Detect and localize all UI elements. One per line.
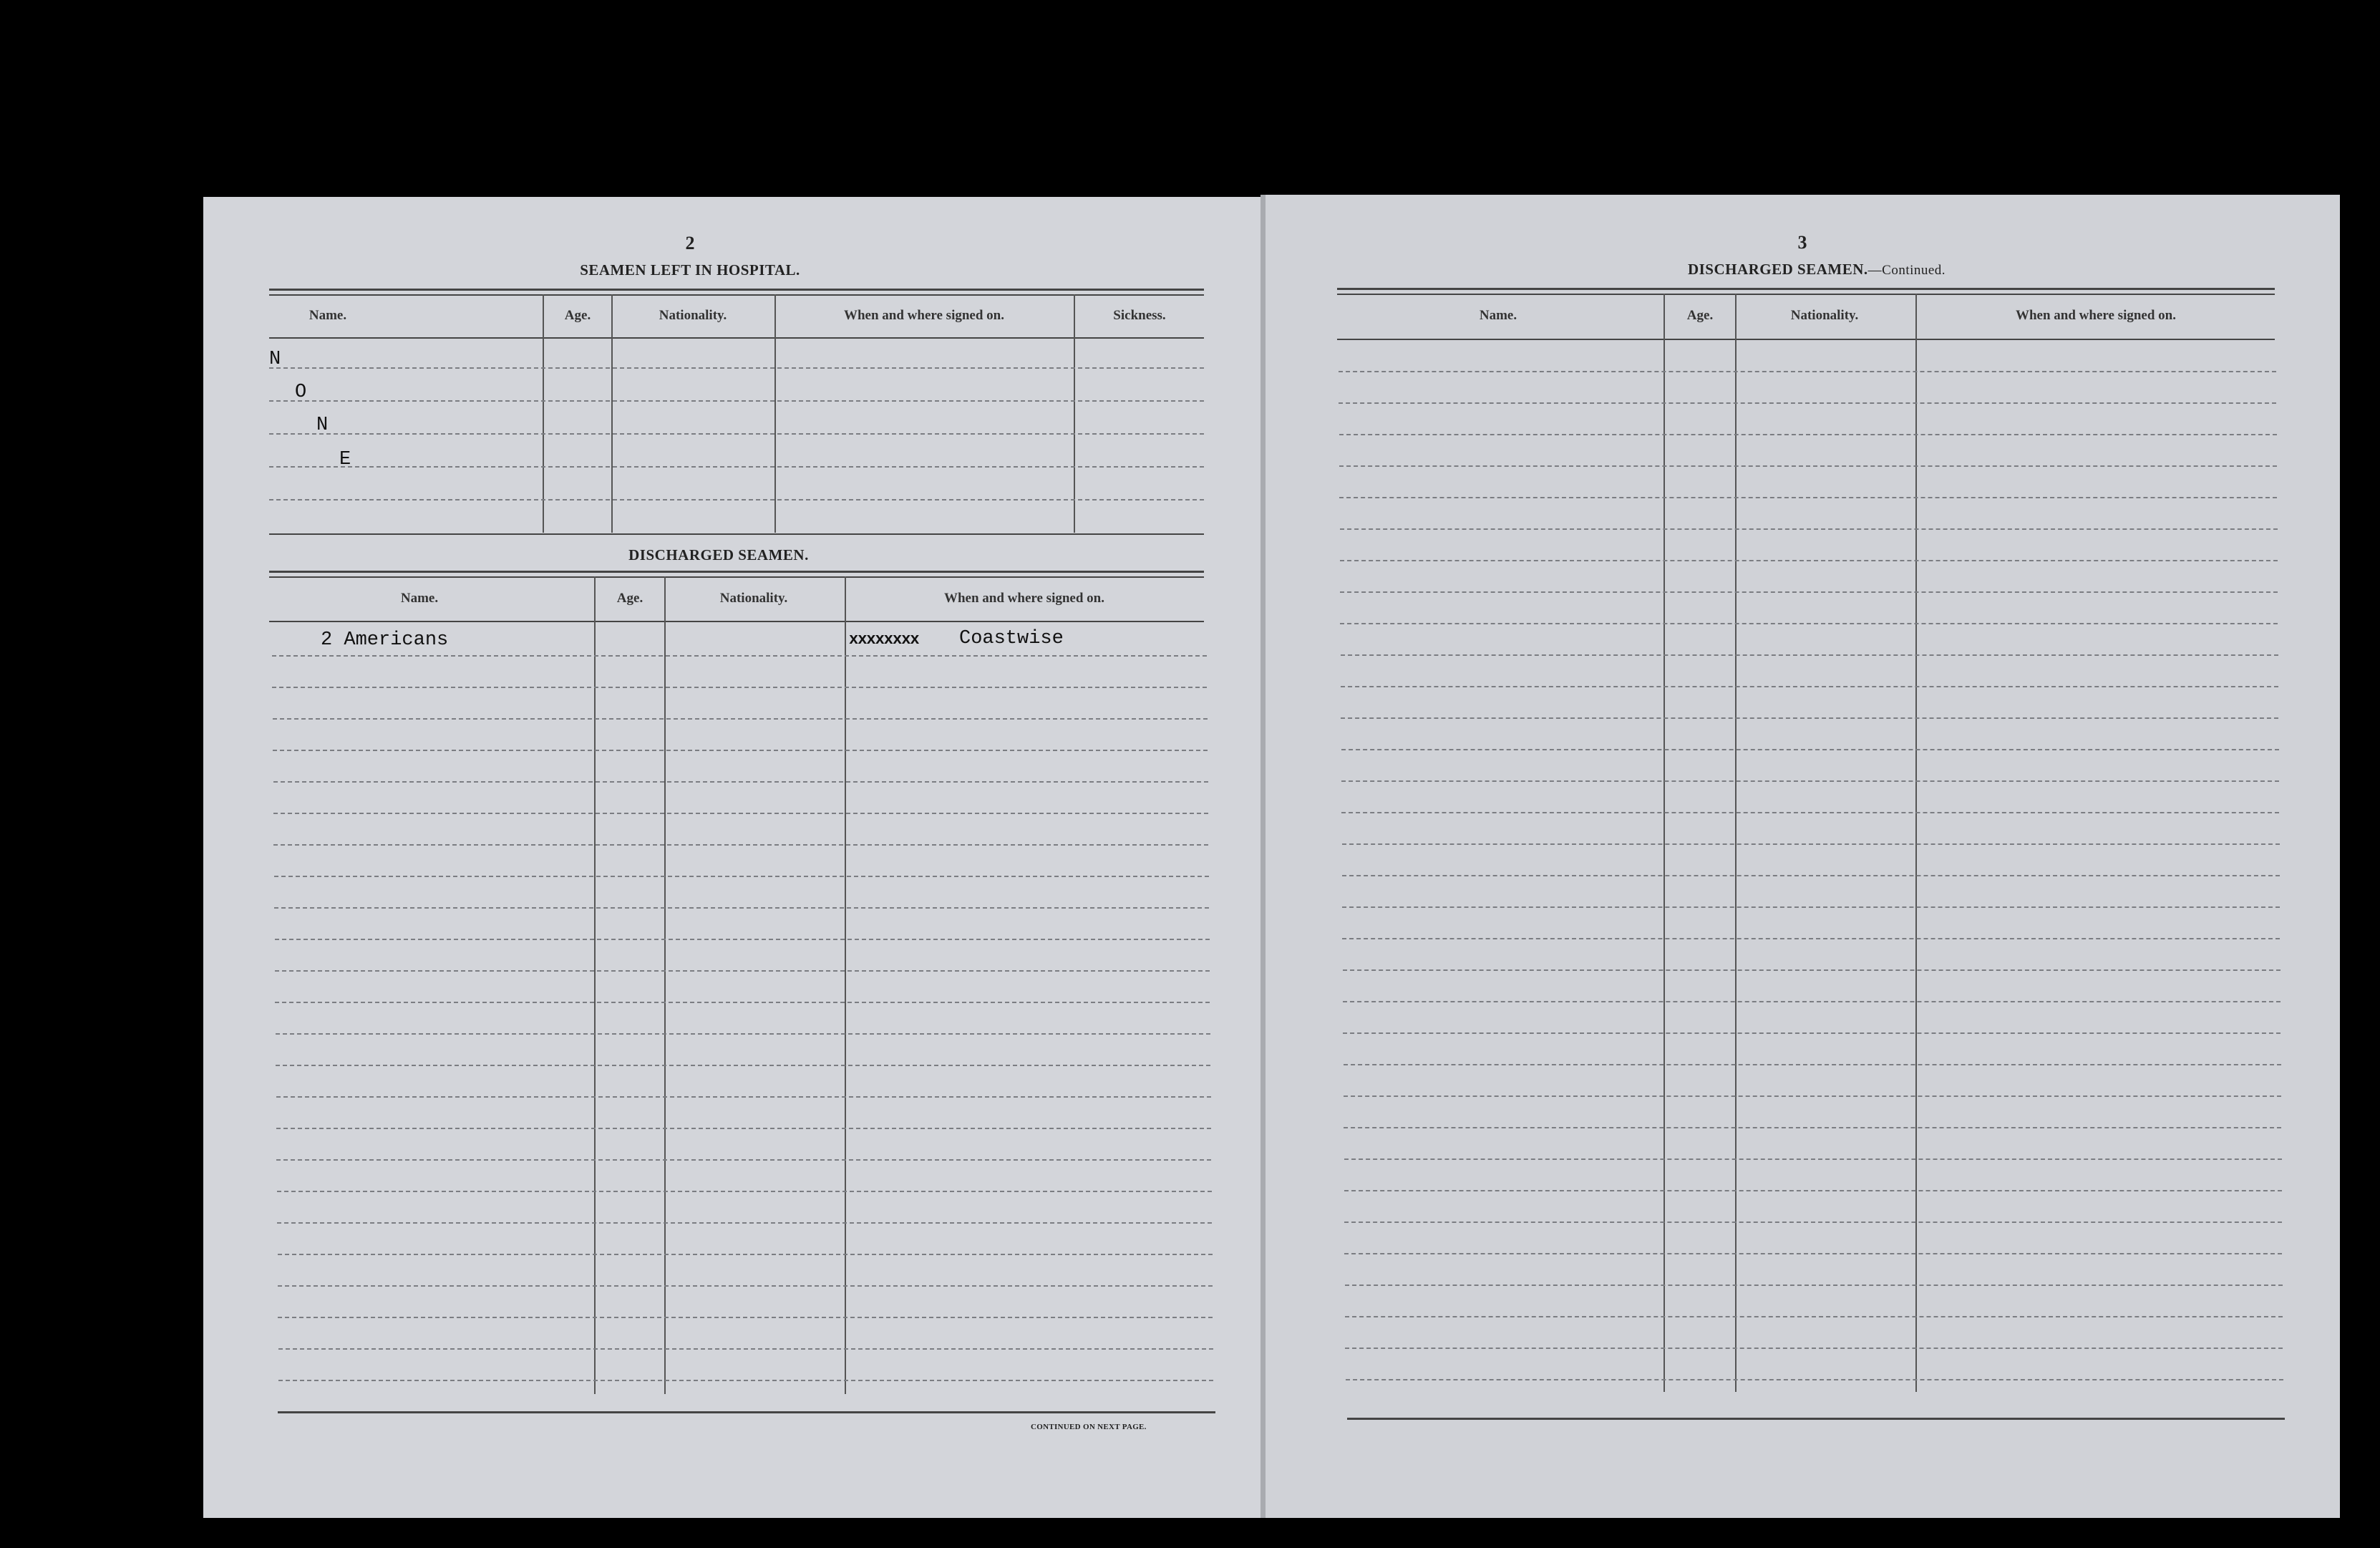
form-row-line <box>1339 465 2277 467</box>
form-row-line <box>273 781 1208 783</box>
hospital-entry-letter: E <box>339 449 351 470</box>
right-col-signed-on: When and where signed on. <box>2015 308 2176 323</box>
form-row-line <box>276 1096 1211 1098</box>
form-row-line <box>1344 1190 2282 1191</box>
form-row-line <box>272 655 1207 657</box>
continued-footer: CONTINUED ON NEXT PAGE. <box>1031 1423 1147 1431</box>
right-col-name: Name. <box>1479 308 1517 323</box>
form-row-line <box>1341 749 2279 750</box>
form-row-line <box>278 1254 1213 1255</box>
form-row-line <box>276 1159 1211 1161</box>
struck-out-text: xxxxxxxx <box>849 631 919 649</box>
right-col-age: Age. <box>1686 308 1714 323</box>
form-row-line <box>269 466 1204 468</box>
form-row-line <box>1341 717 2278 719</box>
right-col-nationality: Nationality. <box>1790 308 1859 323</box>
form-row-line <box>276 1033 1210 1035</box>
form-row-line <box>1342 875 2280 876</box>
page-number-left: 2 <box>685 233 695 253</box>
discharged-section-title: DISCHARGED SEAMEN. <box>628 546 809 563</box>
page-number-right: 3 <box>1797 232 1807 253</box>
form-row-line <box>1343 1032 2281 1034</box>
form-row-line <box>278 1317 1213 1318</box>
form-row-line <box>1343 1001 2281 1002</box>
form-row-line <box>1344 1158 2282 1160</box>
hospital-entry-letter: N <box>316 415 329 436</box>
form-row-line <box>274 907 1209 909</box>
discharged-col-name: Name. <box>400 591 439 606</box>
form-row-line <box>1344 1095 2281 1097</box>
form-row-line <box>276 1128 1211 1129</box>
form-row-line <box>1341 780 2279 782</box>
form-row-line <box>273 718 1208 720</box>
form-row-line <box>273 813 1208 814</box>
left-page <box>203 197 1263 1518</box>
form-row-line <box>269 400 1204 402</box>
form-row-line <box>277 1191 1212 1192</box>
form-row-line <box>269 433 1204 435</box>
form-row-line <box>1344 1253 2282 1254</box>
form-row-line <box>272 687 1207 688</box>
form-row-line <box>1339 402 2276 404</box>
discharged-entry-name: 2 Americans <box>321 629 449 651</box>
form-row-line <box>274 876 1209 877</box>
right-title-suffix: —Continued. <box>1867 263 1946 278</box>
form-row-line <box>278 1348 1213 1350</box>
form-row-line <box>1342 906 2280 908</box>
form-row-line <box>275 1002 1210 1003</box>
hospital-section-title: SEAMEN LEFT IN HOSPITAL. <box>580 261 800 279</box>
hospital-col-age: Age. <box>564 308 591 323</box>
form-row-line <box>1340 623 2278 624</box>
form-row-line <box>1339 434 2277 435</box>
discharged-col-age: Age. <box>616 591 643 606</box>
form-row-line <box>1341 654 2278 656</box>
form-row-line <box>269 367 1204 369</box>
form-row-line <box>1345 1316 2283 1317</box>
form-row-line <box>1340 591 2278 593</box>
form-row-line <box>278 1285 1213 1287</box>
form-row-line <box>1340 528 2278 530</box>
form-row-line <box>1339 371 2276 372</box>
discharged-col-signed-on: When and where signed on. <box>943 591 1104 606</box>
hospital-entry-letter: N <box>269 349 281 370</box>
form-row-line <box>273 844 1208 846</box>
form-row-line <box>1344 1127 2281 1128</box>
discharged-col-nationality: Nationality. <box>719 591 788 606</box>
right-section-title <box>1580 261 2053 279</box>
form-row-line <box>1340 560 2278 561</box>
discharged-entry-signed-on: Coastwise <box>959 628 1064 649</box>
right-page <box>1266 195 2340 1518</box>
right-title-main: DISCHARGED SEAMEN. <box>1687 261 1868 278</box>
form-row-line <box>269 499 1204 500</box>
form-row-line <box>1345 1348 2283 1349</box>
form-row-line <box>1343 969 2281 971</box>
hospital-col-name: Name. <box>309 308 347 323</box>
form-row-line <box>1341 686 2278 687</box>
form-row-line <box>276 1065 1210 1066</box>
form-row-line <box>273 750 1208 751</box>
form-row-line <box>277 1222 1212 1224</box>
hospital-col-signed-on: When and where signed on. <box>843 308 1004 323</box>
form-row-line <box>1342 938 2280 939</box>
hospital-entry-letter: O <box>295 382 307 403</box>
form-row-line <box>275 939 1210 940</box>
form-row-line <box>1342 843 2280 845</box>
form-row-line <box>278 1380 1213 1381</box>
form-row-line <box>1339 497 2277 498</box>
form-row-line <box>1346 1379 2283 1380</box>
hospital-col-nationality: Nationality. <box>659 308 727 323</box>
hospital-col-sickness: Sickness. <box>1113 308 1166 323</box>
form-row-line <box>1341 812 2279 813</box>
form-row-line <box>1344 1064 2281 1065</box>
form-row-line <box>1345 1285 2283 1286</box>
form-row-line <box>1344 1222 2282 1223</box>
form-row-line <box>275 970 1210 972</box>
